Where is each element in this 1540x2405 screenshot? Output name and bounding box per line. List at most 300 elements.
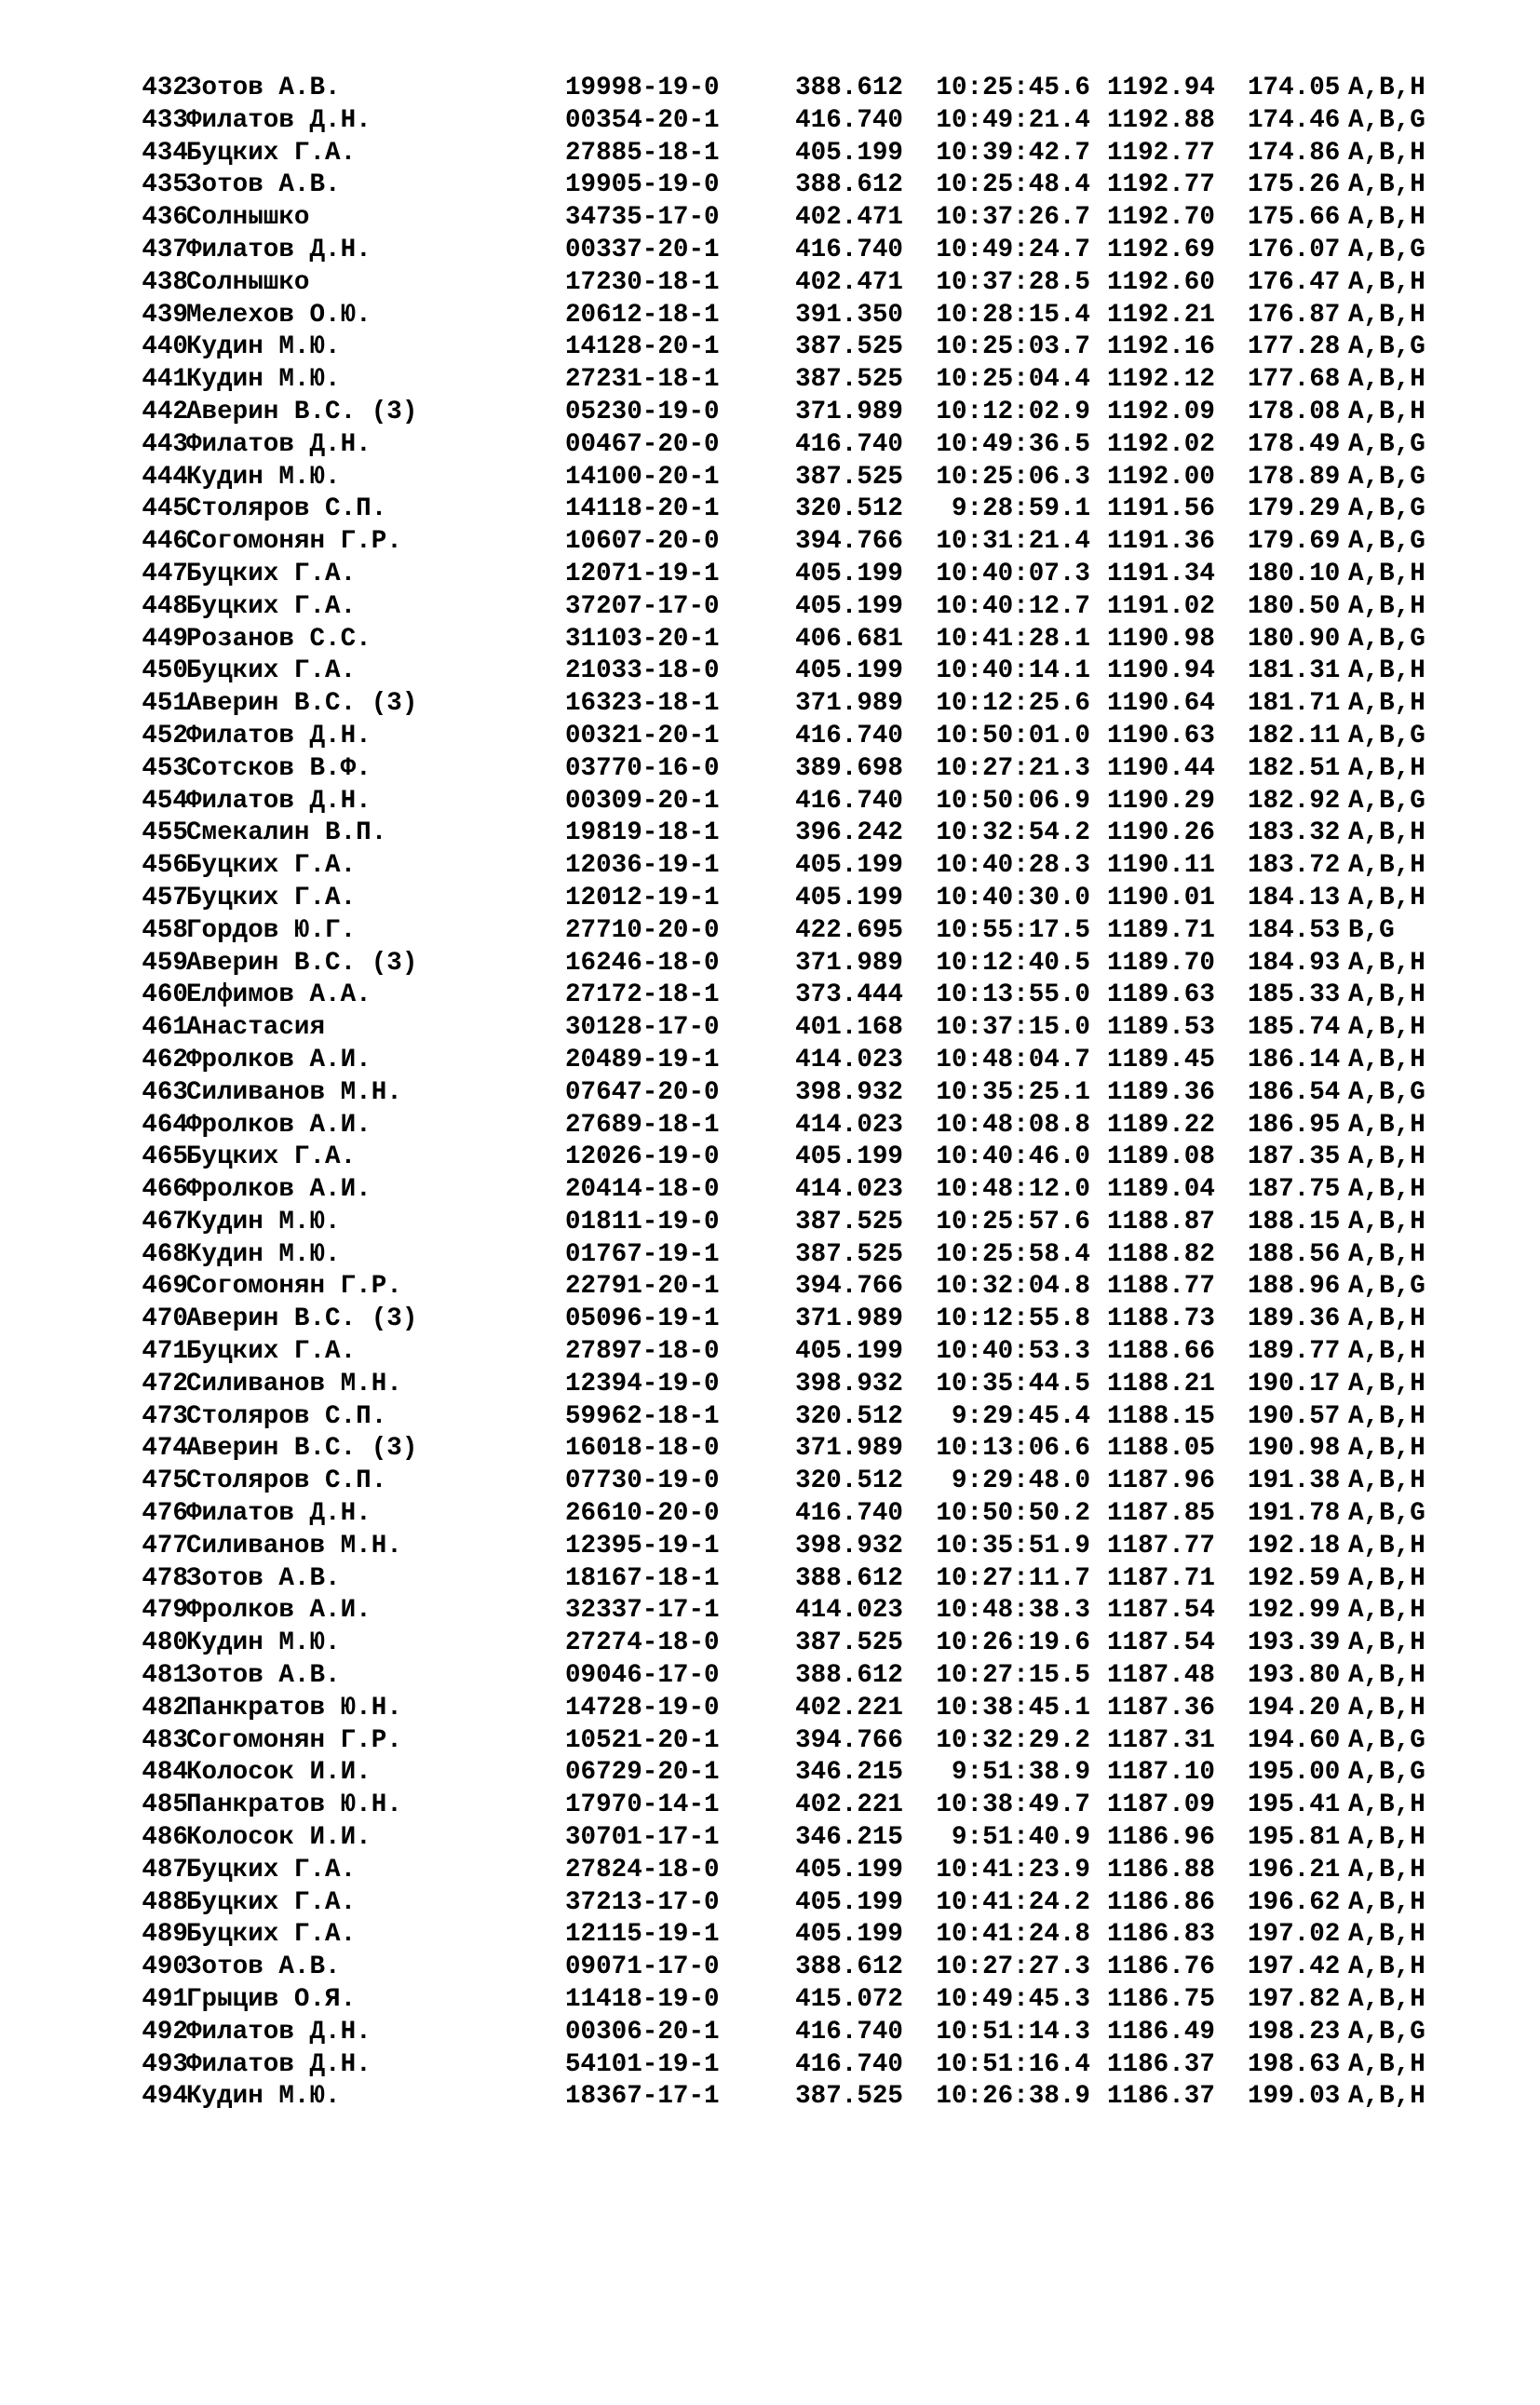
coefficient-cell: 180.90 <box>1248 624 1341 654</box>
arrival-time-cell: 10:31:21.4 <box>936 527 1090 557</box>
fancier-name-cell: Анастасия <box>186 1013 326 1043</box>
fancier-name-cell: Филатов Д.Н. <box>186 2049 371 2079</box>
flags-cell: A,B,H <box>1348 1823 1425 1853</box>
place-cell: 436 <box>142 203 188 233</box>
ring-number-cell: 09046-17-0 <box>565 1661 720 1691</box>
coefficient-cell: 177.68 <box>1248 365 1341 395</box>
place-cell: 491 <box>142 1985 188 2015</box>
ring-number-cell: 27172-18-1 <box>565 980 720 1010</box>
arrival-time-cell: 10:49:45.3 <box>936 1985 1090 2015</box>
fancier-name-cell: Фролков А.И. <box>186 1045 371 1074</box>
speed-cell: 1189.70 <box>1107 948 1215 978</box>
ring-number-cell: 05230-19-0 <box>565 397 720 426</box>
coefficient-cell: 182.92 <box>1248 786 1341 816</box>
place-cell: 474 <box>142 1434 188 1464</box>
table-row <box>137 1433 1478 1466</box>
coefficient-cell: 197.02 <box>1248 1920 1341 1950</box>
distance-cell: 387.525 <box>795 462 903 492</box>
arrival-time-cell: 10:49:24.7 <box>936 235 1090 264</box>
speed-cell: 1186.88 <box>1107 1855 1215 1885</box>
ring-number-cell: 27885-18-1 <box>565 138 720 168</box>
arrival-time-cell: 10:32:04.8 <box>936 1272 1090 1302</box>
arrival-time-cell: 10:40:28.3 <box>936 851 1090 881</box>
flags-cell: A,B,G <box>1348 2017 1425 2047</box>
coefficient-cell: 178.49 <box>1248 429 1341 459</box>
place-cell: 464 <box>142 1110 188 1140</box>
fancier-name-cell: Буцких Г.А. <box>186 656 357 686</box>
ring-number-cell: 22791-20-1 <box>565 1272 720 1302</box>
distance-cell: 415.072 <box>795 1985 903 2015</box>
flags-cell: A,B,H <box>1348 1466 1425 1496</box>
flags-cell: A,B,H <box>1348 170 1425 200</box>
table-row <box>137 1401 1478 1434</box>
flags-cell: A,B,G <box>1348 494 1425 524</box>
table-row <box>137 331 1478 364</box>
distance-cell: 416.740 <box>795 235 903 264</box>
speed-cell: 1192.77 <box>1107 138 1215 168</box>
arrival-time-cell: 10:27:11.7 <box>936 1563 1090 1593</box>
distance-cell: 396.242 <box>795 818 903 848</box>
place-cell: 454 <box>142 786 188 816</box>
place-cell: 489 <box>142 1920 188 1950</box>
distance-cell: 320.512 <box>795 494 903 524</box>
ring-number-cell: 07730-19-0 <box>565 1466 720 1496</box>
distance-cell: 416.740 <box>795 1499 903 1529</box>
speed-cell: 1188.73 <box>1107 1304 1215 1334</box>
arrival-time-cell: 10:28:15.4 <box>936 300 1090 330</box>
place-cell: 444 <box>142 462 188 492</box>
ring-number-cell: 32337-17-1 <box>565 1596 720 1626</box>
place-cell: 456 <box>142 851 188 881</box>
speed-cell: 1190.01 <box>1107 883 1215 912</box>
table-row <box>137 300 1478 332</box>
flags-cell: A,B,G <box>1348 429 1425 459</box>
place-cell: 483 <box>142 1725 188 1755</box>
table-row <box>137 786 1478 818</box>
speed-cell: 1190.44 <box>1107 753 1215 783</box>
flags-cell: B,G <box>1348 915 1395 945</box>
distance-cell: 416.740 <box>795 105 903 135</box>
ring-number-cell: 27689-18-1 <box>565 1110 720 1140</box>
coefficient-cell: 197.42 <box>1248 1952 1341 1982</box>
distance-cell: 405.199 <box>795 591 903 621</box>
ring-number-cell: 06729-20-1 <box>565 1758 720 1788</box>
fancier-name-cell: Согомонян Г.Р. <box>186 1272 402 1302</box>
table-row <box>137 138 1478 170</box>
table-row <box>137 1207 1478 1239</box>
speed-cell: 1192.21 <box>1107 300 1215 330</box>
arrival-time-cell: 10:25:45.6 <box>936 74 1090 102</box>
flags-cell: A,B,H <box>1348 1239 1425 1269</box>
distance-cell: 388.612 <box>795 1563 903 1593</box>
speed-cell: 1186.86 <box>1107 1887 1215 1917</box>
place-cell: 476 <box>142 1499 188 1529</box>
arrival-time-cell: 10:13:55.0 <box>936 980 1090 1010</box>
table-row <box>137 1887 1478 1920</box>
ring-number-cell: 37207-17-0 <box>565 591 720 621</box>
flags-cell: A,B,G <box>1348 786 1425 816</box>
ring-number-cell: 20612-18-1 <box>565 300 720 330</box>
fancier-name-cell: Зотов А.В. <box>186 1563 341 1593</box>
coefficient-cell: 174.86 <box>1248 138 1341 168</box>
ring-number-cell: 09071-17-0 <box>565 1952 720 1982</box>
place-cell: 472 <box>142 1369 188 1398</box>
place-cell: 475 <box>142 1466 188 1496</box>
speed-cell: 1190.63 <box>1107 721 1215 750</box>
fancier-name-cell: Филатов Д.Н. <box>186 429 371 459</box>
speed-cell: 1188.05 <box>1107 1434 1215 1464</box>
coefficient-cell: 189.77 <box>1248 1337 1341 1367</box>
fancier-name-cell: Столяров С.П. <box>186 1401 387 1431</box>
arrival-time-cell: 10:48:38.3 <box>936 1596 1090 1626</box>
fancier-name-cell: Филатов Д.Н. <box>186 721 371 750</box>
speed-cell: 1188.77 <box>1107 1272 1215 1302</box>
place-cell: 484 <box>142 1758 188 1788</box>
ring-number-cell: 12115-19-1 <box>565 1920 720 1950</box>
ring-number-cell: 14128-20-1 <box>565 332 720 362</box>
place-cell: 465 <box>142 1142 188 1172</box>
coefficient-cell: 190.17 <box>1248 1369 1341 1398</box>
place-cell: 490 <box>142 1952 188 1982</box>
distance-cell: 416.740 <box>795 786 903 816</box>
distance-cell: 405.199 <box>795 138 903 168</box>
flags-cell: A,B,G <box>1348 1725 1425 1755</box>
coefficient-cell: 197.82 <box>1248 1985 1341 2015</box>
place-cell: 467 <box>142 1207 188 1236</box>
fancier-name-cell: Буцких Г.А. <box>186 138 357 168</box>
fancier-name-cell: Буцких Г.А. <box>186 1920 357 1950</box>
flags-cell: A,B,H <box>1348 1985 1425 2015</box>
flags-cell: A,B,H <box>1348 1920 1425 1950</box>
distance-cell: 405.199 <box>795 851 903 881</box>
results-table <box>137 73 1478 2114</box>
speed-cell: 1186.96 <box>1107 1823 1215 1853</box>
fancier-name-cell: Панкратов Ю.Н. <box>186 1693 402 1723</box>
ring-number-cell: 10607-20-0 <box>565 527 720 557</box>
arrival-time-cell: 10:26:38.9 <box>936 2082 1090 2112</box>
distance-cell: 402.471 <box>795 267 903 297</box>
coefficient-cell: 195.41 <box>1248 1790 1341 1820</box>
ring-number-cell: 17230-18-1 <box>565 267 720 297</box>
flags-cell: A,B,H <box>1348 1628 1425 1658</box>
speed-cell: 1189.45 <box>1107 1045 1215 1074</box>
table-row <box>137 850 1478 883</box>
speed-cell: 1189.04 <box>1107 1175 1215 1205</box>
table-row <box>137 1855 1478 1887</box>
place-cell: 463 <box>142 1077 188 1107</box>
arrival-time-cell: 10:25:48.4 <box>936 170 1090 200</box>
distance-cell: 388.612 <box>795 170 903 200</box>
speed-cell: 1192.94 <box>1107 74 1215 102</box>
ring-number-cell: 16246-18-0 <box>565 948 720 978</box>
distance-cell: 346.215 <box>795 1758 903 1788</box>
speed-cell: 1192.02 <box>1107 429 1215 459</box>
speed-cell: 1190.64 <box>1107 689 1215 719</box>
place-cell: 461 <box>142 1013 188 1043</box>
speed-cell: 1190.98 <box>1107 624 1215 654</box>
arrival-time-cell: 10:50:01.0 <box>936 721 1090 750</box>
place-cell: 458 <box>142 915 188 945</box>
ring-number-cell: 17970-14-1 <box>565 1790 720 1820</box>
coefficient-cell: 180.50 <box>1248 591 1341 621</box>
distance-cell: 398.932 <box>795 1369 903 1398</box>
flags-cell: A,B,G <box>1348 721 1425 750</box>
distance-cell: 405.199 <box>795 1142 903 1172</box>
coefficient-cell: 188.56 <box>1248 1239 1341 1269</box>
table-row <box>137 267 1478 300</box>
fancier-name-cell: Буцких Г.А. <box>186 883 357 912</box>
arrival-time-cell: 9:51:38.9 <box>951 1758 1090 1788</box>
fancier-name-cell: Силиванов М.Н. <box>186 1369 402 1398</box>
arrival-time-cell: 10:41:28.1 <box>936 624 1090 654</box>
ring-number-cell: 12395-19-1 <box>565 1531 720 1561</box>
table-row <box>137 1304 1478 1336</box>
place-cell: 449 <box>142 624 188 654</box>
table-row <box>137 169 1478 202</box>
place-cell: 481 <box>142 1661 188 1691</box>
speed-cell: 1192.69 <box>1107 235 1215 264</box>
coefficient-cell: 193.39 <box>1248 1628 1341 1658</box>
speed-cell: 1186.49 <box>1107 2017 1215 2047</box>
ring-number-cell: 54101-19-1 <box>565 2049 720 2079</box>
table-row <box>137 1498 1478 1531</box>
fancier-name-cell: Колосок И.И. <box>186 1758 371 1788</box>
table-row <box>137 429 1478 462</box>
flags-cell: A,B,H <box>1348 74 1425 102</box>
ring-number-cell: 14100-20-1 <box>565 462 720 492</box>
flags-cell: A,B,H <box>1348 1304 1425 1334</box>
place-cell: 480 <box>142 1628 188 1658</box>
distance-cell: 320.512 <box>795 1401 903 1431</box>
ring-number-cell: 27231-18-1 <box>565 365 720 395</box>
speed-cell: 1190.26 <box>1107 818 1215 848</box>
distance-cell: 387.525 <box>795 365 903 395</box>
flags-cell: A,B,H <box>1348 1434 1425 1464</box>
coefficient-cell: 194.20 <box>1248 1693 1341 1723</box>
place-cell: 477 <box>142 1531 188 1561</box>
flags-cell: A,B,H <box>1348 1661 1425 1691</box>
coefficient-cell: 192.18 <box>1248 1531 1341 1561</box>
coefficient-cell: 184.93 <box>1248 948 1341 978</box>
table-row <box>137 1531 1478 1563</box>
coefficient-cell: 178.89 <box>1248 462 1341 492</box>
table-row <box>137 1693 1478 1725</box>
ring-number-cell: 31103-20-1 <box>565 624 720 654</box>
place-cell: 488 <box>142 1887 188 1917</box>
coefficient-cell: 181.31 <box>1248 656 1341 686</box>
table-row <box>137 1336 1478 1369</box>
fancier-name-cell: Буцких Г.А. <box>186 591 357 621</box>
place-cell: 441 <box>142 365 188 395</box>
fancier-name-cell: Солнышко <box>186 203 310 233</box>
fancier-name-cell: Кудин М.Ю. <box>186 1207 341 1236</box>
flags-cell: A,B,G <box>1348 1758 1425 1788</box>
speed-cell: 1192.09 <box>1107 397 1215 426</box>
speed-cell: 1188.87 <box>1107 1207 1215 1236</box>
table-row <box>137 1239 1478 1272</box>
coefficient-cell: 175.26 <box>1248 170 1341 200</box>
arrival-time-cell: 10:40:14.1 <box>936 656 1090 686</box>
ring-number-cell: 03770-16-0 <box>565 753 720 783</box>
table-row <box>137 1628 1478 1660</box>
table-row <box>137 1142 1478 1174</box>
coefficient-cell: 191.78 <box>1248 1499 1341 1529</box>
fancier-name-cell: Буцких Г.А. <box>186 1855 357 1885</box>
speed-cell: 1186.37 <box>1107 2049 1215 2079</box>
speed-cell: 1188.66 <box>1107 1337 1215 1367</box>
table-row <box>137 364 1478 397</box>
speed-cell: 1186.83 <box>1107 1920 1215 1950</box>
fancier-name-cell: Силиванов М.Н. <box>186 1531 402 1561</box>
table-row <box>137 1174 1478 1207</box>
speed-cell: 1186.76 <box>1107 1952 1215 1982</box>
table-row <box>137 1271 1478 1304</box>
distance-cell: 398.932 <box>795 1077 903 1107</box>
arrival-time-cell: 10:50:50.2 <box>936 1499 1090 1529</box>
distance-cell: 391.350 <box>795 300 903 330</box>
place-cell: 457 <box>142 883 188 912</box>
distance-cell: 388.612 <box>795 1661 903 1691</box>
flags-cell: A,B,H <box>1348 397 1425 426</box>
fancier-name-cell: Филатов Д.Н. <box>186 786 371 816</box>
ring-number-cell: 20489-19-1 <box>565 1045 720 1074</box>
arrival-time-cell: 10:51:14.3 <box>936 2017 1090 2047</box>
place-cell: 469 <box>142 1272 188 1302</box>
coefficient-cell: 176.47 <box>1248 267 1341 297</box>
table-row <box>137 2017 1478 2049</box>
speed-cell: 1190.11 <box>1107 851 1215 881</box>
flags-cell: A,B,H <box>1348 1369 1425 1398</box>
speed-cell: 1192.12 <box>1107 365 1215 395</box>
flags-cell: A,B,G <box>1348 332 1425 362</box>
fancier-name-cell: Гордов Ю.Г. <box>186 915 357 945</box>
table-row <box>137 655 1478 688</box>
ring-number-cell: 07647-20-0 <box>565 1077 720 1107</box>
ring-number-cell: 59962-18-1 <box>565 1401 720 1431</box>
table-row <box>137 397 1478 429</box>
speed-cell: 1187.77 <box>1107 1531 1215 1561</box>
speed-cell: 1192.60 <box>1107 267 1215 297</box>
fancier-name-cell: Буцких Г.А. <box>186 559 357 588</box>
distance-cell: 346.215 <box>795 1823 903 1853</box>
fancier-name-cell: Кудин М.Ю. <box>186 462 341 492</box>
ring-number-cell: 37213-17-0 <box>565 1887 720 1917</box>
ring-number-cell: 27274-18-0 <box>565 1628 720 1658</box>
place-cell: 455 <box>142 818 188 848</box>
distance-cell: 402.221 <box>795 1790 903 1820</box>
speed-cell: 1187.10 <box>1107 1758 1215 1788</box>
arrival-time-cell: 10:25:58.4 <box>936 1239 1090 1269</box>
place-cell: 473 <box>142 1401 188 1431</box>
coefficient-cell: 179.29 <box>1248 494 1341 524</box>
place-cell: 482 <box>142 1693 188 1723</box>
speed-cell: 1190.94 <box>1107 656 1215 686</box>
distance-cell: 416.740 <box>795 2049 903 2079</box>
distance-cell: 414.023 <box>795 1175 903 1205</box>
flags-cell: A,B,G <box>1348 462 1425 492</box>
place-cell: 492 <box>142 2017 188 2047</box>
speed-cell: 1191.02 <box>1107 591 1215 621</box>
speed-cell: 1189.22 <box>1107 1110 1215 1140</box>
place-cell: 485 <box>142 1790 188 1820</box>
speed-cell: 1186.37 <box>1107 2082 1215 2112</box>
arrival-time-cell: 10:37:15.0 <box>936 1013 1090 1043</box>
distance-cell: 406.681 <box>795 624 903 654</box>
place-cell: 446 <box>142 527 188 557</box>
fancier-name-cell: Филатов Д.Н. <box>186 2017 371 2047</box>
table-row <box>137 1563 1478 1596</box>
table-row <box>137 493 1478 526</box>
flags-cell: A,B,G <box>1348 1499 1425 1529</box>
speed-cell: 1189.63 <box>1107 980 1215 1010</box>
fancier-name-cell: Буцких Г.А. <box>186 1142 357 1172</box>
distance-cell: 414.023 <box>795 1110 903 1140</box>
distance-cell: 416.740 <box>795 429 903 459</box>
distance-cell: 371.989 <box>795 1304 903 1334</box>
coefficient-cell: 184.53 <box>1248 915 1341 945</box>
distance-cell: 405.199 <box>795 1337 903 1367</box>
arrival-time-cell: 10:27:21.3 <box>936 753 1090 783</box>
distance-cell: 371.989 <box>795 1434 903 1464</box>
speed-cell: 1186.75 <box>1107 1985 1215 2015</box>
arrival-time-cell: 10:48:04.7 <box>936 1045 1090 1074</box>
speed-cell: 1187.36 <box>1107 1693 1215 1723</box>
distance-cell: 405.199 <box>795 559 903 588</box>
place-cell: 448 <box>142 591 188 621</box>
ring-number-cell: 27824-18-0 <box>565 1855 720 1885</box>
fancier-name-cell: Колосок И.И. <box>186 1823 371 1853</box>
place-cell: 443 <box>142 429 188 459</box>
fancier-name-cell: Фролков А.И. <box>186 1596 371 1626</box>
arrival-time-cell: 10:41:23.9 <box>936 1855 1090 1885</box>
flags-cell: A,B,H <box>1348 1596 1425 1626</box>
speed-cell: 1187.85 <box>1107 1499 1215 1529</box>
place-cell: 459 <box>142 948 188 978</box>
distance-cell: 371.989 <box>795 397 903 426</box>
place-cell: 437 <box>142 235 188 264</box>
flags-cell: A,B,G <box>1348 105 1425 135</box>
place-cell: 445 <box>142 494 188 524</box>
table-row <box>137 1822 1478 1855</box>
coefficient-cell: 195.00 <box>1248 1758 1341 1788</box>
coefficient-cell: 186.54 <box>1248 1077 1341 1107</box>
place-cell: 462 <box>142 1045 188 1074</box>
ring-number-cell: 30701-17-1 <box>565 1823 720 1853</box>
table-row <box>137 1369 1478 1401</box>
table-row <box>137 1757 1478 1790</box>
distance-cell: 387.525 <box>795 1207 903 1236</box>
fancier-name-cell: Буцких Г.А. <box>186 1887 357 1917</box>
coefficient-cell: 174.05 <box>1248 74 1341 102</box>
distance-cell: 320.512 <box>795 1466 903 1496</box>
table-row <box>137 559 1478 591</box>
place-cell: 471 <box>142 1337 188 1367</box>
distance-cell: 387.525 <box>795 332 903 362</box>
table-row <box>137 753 1478 786</box>
fancier-name-cell: Столяров С.П. <box>186 1466 387 1496</box>
speed-cell: 1188.15 <box>1107 1401 1215 1431</box>
coefficient-cell: 182.11 <box>1248 721 1341 750</box>
table-row <box>137 1595 1478 1628</box>
flags-cell: A,B,H <box>1348 1110 1425 1140</box>
arrival-time-cell: 10:40:30.0 <box>936 883 1090 912</box>
arrival-time-cell: 10:38:49.7 <box>936 1790 1090 1820</box>
fancier-name-cell: Кудин М.Ю. <box>186 365 341 395</box>
coefficient-cell: 196.21 <box>1248 1855 1341 1885</box>
distance-cell: 405.199 <box>795 883 903 912</box>
coefficient-cell: 189.36 <box>1248 1304 1341 1334</box>
speed-cell: 1187.09 <box>1107 1790 1215 1820</box>
